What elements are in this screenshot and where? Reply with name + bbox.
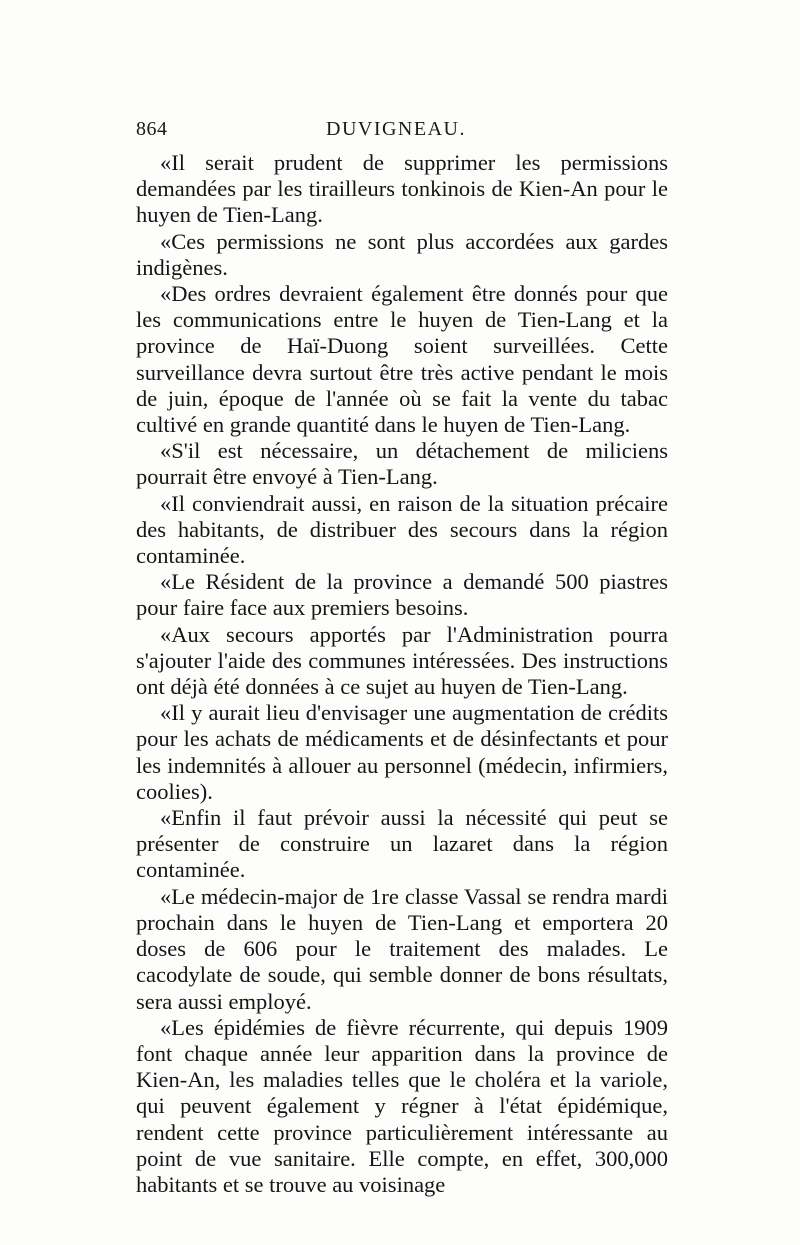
paragraph: «Enfin il faut prévoir aussi la nécessité qui peut se présenter de construire un lazaret dans la région contaminée. xyxy=(136,805,668,883)
page-number: 864 xyxy=(136,118,168,140)
paragraph: «Le Résident de la province a demandé 500 piastres pour faire face aux premiers besoins. xyxy=(136,569,668,621)
paragraph: «Il serait prudent de supprimer les permissions demandées par les tirailleurs tonkinois de Kien-An pour le huyen de Tien-Lang. xyxy=(136,150,668,228)
paragraph: «Aux secours apportés par l'Administration pourra s'ajouter l'aide des communes intéressées. Des instructions ont déjà été données à ce sujet au huyen de Tien-Lang. xyxy=(136,621,668,700)
paragraph: «Il y aurait lieu d'envisager une augmentation de crédits pour les achats de médicaments et de désinfectants et pour les indemnités à allouer au personnel (médecin, infirmiers, coolies). xyxy=(136,700,668,804)
body-text xyxy=(136,150,668,1198)
paragraph: «Ces permissions ne sont plus accordées aux gardes indigènes. xyxy=(136,228,668,280)
paragraph: «Le médecin-major de 1re classe Vassal se rendra mardi prochain dans le huyen de Tien-Lang et emportera 20 doses de 606 pour le traitement des malades. Le cacodylate de soude, qui semble donner de bons résultats, sera aussi employé. xyxy=(136,883,668,1014)
paragraph: «Il conviendrait aussi, en raison de la situation précaire des habitants, de distribuer des secours dans la région contaminée. xyxy=(136,490,668,569)
page-header xyxy=(136,118,668,148)
running-title: DUVIGNEAU. xyxy=(326,118,466,140)
paragraph: «Des ordres devraient également être donnés pour que les communications entre le huyen de Tien-Lang et la province de Haï-Duong soient surveillées. Cette surveillance devra surtout être très active pendant le mois de juin, époque de l'année où se fait la vente du tabac cultivé en grande quantité dans le huyen de Tien-Lang. xyxy=(136,281,668,438)
paragraph: «Les épidémies de fièvre récurrente, qui depuis 1909 font chaque année leur apparition dans la province de Kien-An, les maladies telles que le choléra et la variole, qui peuvent également y régner à l'état épidémique, rendent cette province particulièrement intéressante au point de vue sanitaire. Elle compte, en effet, 300,000 habitants et se trouve au voisinage xyxy=(136,1014,668,1197)
paragraph: «S'il est nécessaire, un détachement de miliciens pourrait être envoyé à Tien-Lang. xyxy=(136,438,668,490)
